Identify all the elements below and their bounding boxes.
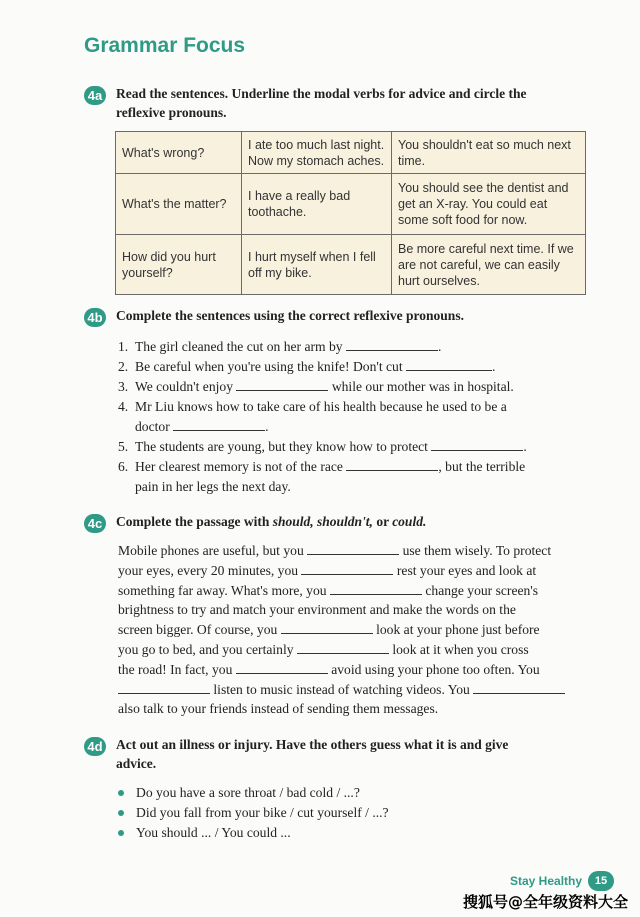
passage-text: use them wisely. To protect bbox=[402, 543, 552, 558]
table-cell-answer: I ate too much last night. Now my stomach aches. bbox=[242, 132, 392, 174]
bullet-text: You should ... / You could ... bbox=[136, 825, 291, 840]
item-number: 3. bbox=[118, 379, 129, 394]
item-number: 5. bbox=[118, 439, 129, 454]
answer-blank[interactable] bbox=[473, 680, 565, 694]
bullet-dot-icon bbox=[118, 810, 124, 816]
bullet-dot-icon bbox=[118, 830, 124, 836]
instruction-keyword: shouldn't, bbox=[317, 514, 373, 529]
answer-blank[interactable] bbox=[281, 620, 373, 634]
table-row bbox=[116, 132, 586, 174]
sentence-text: Her clearest memory is not of the race bbox=[135, 459, 343, 474]
item-number: 6. bbox=[118, 459, 129, 474]
table-cell-advice: Be more careful next time. If we are not careful, we can easily hurt ourselves. bbox=[392, 235, 586, 295]
sentence-text: . bbox=[492, 359, 496, 374]
instruction-line: Read the sentences. Underline the modal verbs for advice and circle the bbox=[116, 86, 527, 101]
passage-text: avoid using your phone too often. You bbox=[331, 661, 540, 677]
answer-blank[interactable] bbox=[236, 377, 328, 391]
section-4b-instruction: Complete the sentences using the correct reflexive pronouns. bbox=[116, 308, 464, 323]
list-item bbox=[118, 437, 588, 457]
answer-blank[interactable] bbox=[431, 437, 523, 451]
answer-blank[interactable] bbox=[330, 581, 422, 595]
list-item bbox=[118, 337, 588, 357]
answer-blank[interactable] bbox=[346, 337, 438, 351]
instruction-keyword: could. bbox=[392, 514, 427, 529]
table-cell-answer: I hurt myself when I fell off my bike. bbox=[242, 235, 392, 295]
item-number: 4. bbox=[118, 399, 129, 414]
sentence-text: The girl cleaned the cut on her arm by bbox=[135, 339, 343, 354]
source-watermark: 搜狐号@全年级资料大全 bbox=[462, 893, 628, 911]
answer-blank[interactable] bbox=[406, 357, 492, 371]
table-cell-advice: You should see the dentist and get an X-ray. You could eat some soft food for now. bbox=[392, 174, 586, 235]
table-cell-question: What's the matter? bbox=[116, 174, 242, 235]
passage-text: rest your eyes and look at bbox=[396, 562, 537, 578]
sentence-text: doctor bbox=[135, 419, 170, 434]
bullet-text: Do you have a sore throat / bad cold / ...? bbox=[136, 785, 360, 800]
list-item bbox=[118, 397, 588, 437]
passage-text: look at it when you cross bbox=[392, 641, 529, 657]
passage-text: also talk to your friends instead of sending them messages. bbox=[118, 701, 439, 717]
bullet-text: Did you fall from your bike / cut yourself / ...? bbox=[136, 805, 389, 820]
item-number: 1. bbox=[118, 339, 129, 354]
instruction-text: or bbox=[376, 514, 389, 529]
unit-label: Stay Healthy bbox=[510, 874, 583, 888]
answer-blank[interactable] bbox=[173, 417, 265, 431]
page-title: Grammar Focus bbox=[84, 34, 246, 57]
instruction-line: Act out an illness or injury. Have the others guess what it is and give bbox=[116, 737, 509, 752]
passage-text: you go to bed, and you certainly bbox=[118, 641, 294, 657]
passage-line bbox=[118, 660, 596, 680]
advice-table bbox=[115, 131, 586, 295]
sentence-text: . bbox=[523, 439, 527, 454]
section-badge-4a: 4a bbox=[84, 86, 106, 105]
fill-in-passage bbox=[118, 541, 596, 719]
sentence-text: The students are young, but they know how to protect bbox=[135, 439, 428, 454]
passage-line bbox=[118, 620, 596, 640]
passage-text: listen to music instead of watching videos. You bbox=[213, 681, 470, 697]
table-row bbox=[116, 235, 586, 295]
list-item bbox=[118, 823, 389, 843]
passage-line bbox=[118, 581, 596, 601]
bullet-dot-icon bbox=[118, 790, 124, 796]
answer-blank[interactable] bbox=[307, 541, 399, 555]
passage-text: your eyes, every 20 minutes, you bbox=[118, 562, 299, 578]
passage-line bbox=[118, 561, 596, 581]
passage-text: something far away. What's more, you bbox=[118, 582, 327, 598]
passage-line bbox=[118, 541, 596, 561]
instruction-text: Complete the passage with bbox=[116, 514, 270, 529]
sentence-text: pain in her legs the next day. bbox=[135, 479, 291, 494]
passage-text: Mobile phones are useful, but you bbox=[118, 543, 304, 558]
section-badge-4b: 4b bbox=[84, 308, 106, 327]
table-cell-advice: You shouldn't eat so much next time. bbox=[392, 132, 586, 174]
passage-line bbox=[118, 680, 596, 700]
table-cell-answer: I have a really bad toothache. bbox=[242, 174, 392, 235]
sentence-text: , but the terrible bbox=[438, 459, 526, 474]
answer-blank[interactable] bbox=[297, 640, 389, 654]
section-4a-instruction bbox=[116, 84, 576, 122]
answer-blank[interactable] bbox=[301, 561, 393, 575]
passage-line bbox=[118, 699, 596, 719]
section-4c-instruction bbox=[116, 512, 576, 531]
bullet-list bbox=[118, 783, 389, 843]
sentence-text: . bbox=[265, 419, 269, 434]
section-badge-4d: 4d bbox=[84, 737, 106, 756]
list-item bbox=[118, 377, 588, 397]
list-item bbox=[118, 803, 389, 823]
passage-text: brightness to try and match your environment and make the words on the bbox=[118, 602, 516, 618]
passage-line bbox=[118, 640, 596, 660]
sentence-text: while our mother was in hospital. bbox=[331, 379, 514, 394]
passage-line bbox=[118, 600, 596, 620]
instruction-keyword: should, bbox=[272, 514, 314, 529]
table-cell-question: How did you hurt yourself? bbox=[116, 235, 242, 295]
table-cell-question: What's wrong? bbox=[116, 132, 242, 174]
sentence-text: Mr Liu knows how to take care of his health because he used to be a bbox=[135, 399, 507, 414]
passage-text: the road! In fact, you bbox=[118, 661, 233, 677]
list-item bbox=[118, 457, 588, 497]
sentence-text: . bbox=[438, 339, 442, 354]
item-number: 2. bbox=[118, 359, 129, 374]
list-item bbox=[118, 357, 588, 377]
table-row bbox=[116, 174, 586, 235]
page-number: 15 bbox=[588, 871, 614, 891]
section-4d-instruction bbox=[116, 735, 576, 773]
passage-text: look at your phone just before bbox=[376, 622, 540, 638]
sentence-text: Be careful when you're using the knife! Don't cut bbox=[135, 359, 403, 374]
passage-text: screen bigger. Of course, you bbox=[118, 622, 278, 638]
exercise-list bbox=[118, 337, 588, 497]
answer-blank[interactable] bbox=[236, 660, 328, 674]
instruction-line: reflexive pronouns. bbox=[116, 105, 227, 120]
answer-blank[interactable] bbox=[346, 457, 438, 471]
section-badge-4c: 4c bbox=[84, 514, 106, 533]
list-item bbox=[118, 783, 389, 803]
sentence-text: We couldn't enjoy bbox=[135, 379, 233, 394]
answer-blank[interactable] bbox=[118, 680, 210, 694]
passage-text: change your screen's bbox=[425, 582, 539, 598]
instruction-line: advice. bbox=[116, 756, 157, 771]
